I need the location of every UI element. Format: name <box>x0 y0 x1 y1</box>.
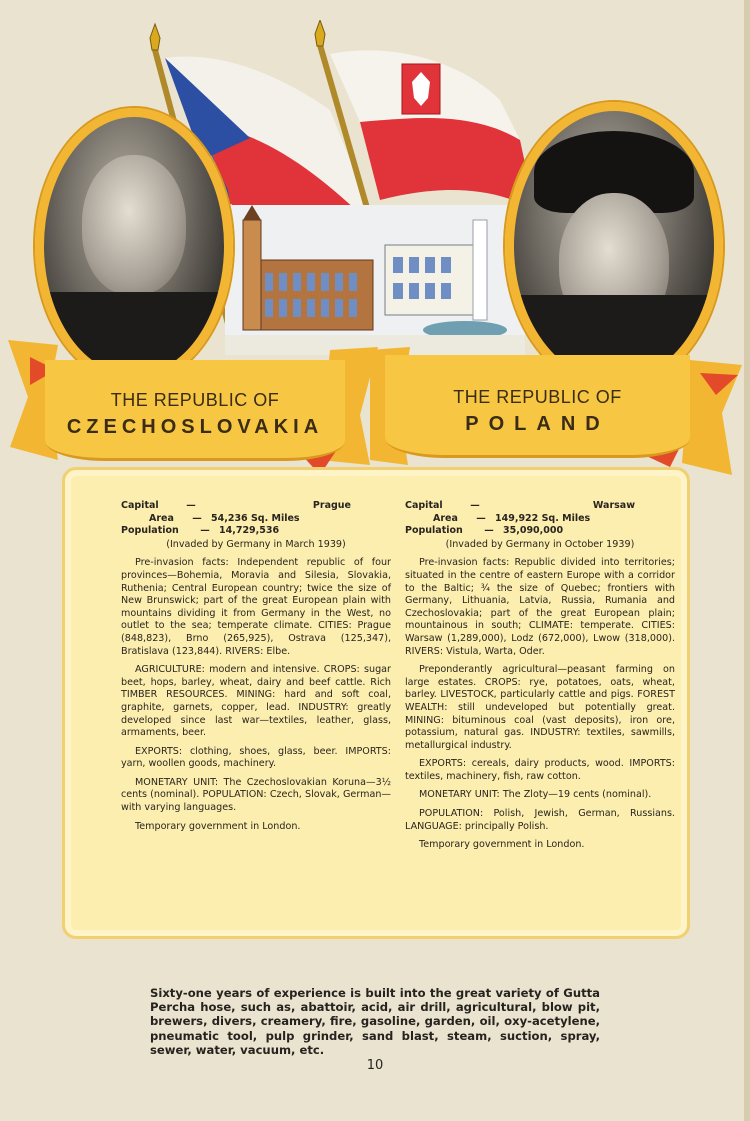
page-number: 10 <box>366 1058 384 1073</box>
population-label: Population <box>405 525 463 537</box>
footer-advertisement-text: Sixty-one years of experience is built into the great variety of Gutta Percha hose, such as, abattoir, acid, air drill, agricultural, blow pit, brewers, divers, creamery, fire, gasoline, garden, oil, oxy-acetylene, pneumatic tool, pulp grinder, sand blast, steam, suction, spray, sewer, water, vacuum, etc. <box>150 986 600 1057</box>
city-scene-illustration <box>225 205 525 355</box>
paragraph: Pre-invasion facts: Independent republic of four provinces—Bohemia, Moravia and Silesia, Slovakia, Ruthenia; Central European country; twice the size of New Brunswick; part of the great European plain with mountains dividing it from Germany in the West, no outlet to the sea; temperate climate. CITIES: Prague (848,823), Brno (265,925), Ostrava (125,347), Bratislava (123,844). RIVERS: Elbe. <box>121 557 391 657</box>
page-edge <box>744 0 750 1121</box>
capital-value: Warsaw <box>592 500 635 511</box>
area-row <box>121 513 391 526</box>
paragraph: AGRICULTURE: modern and intensive. CROPS: sugar beet, hops, barley, wheat, dairy and beef cattle. Rich TIMBER RESOURCES. MINING: hard and soft coal, graphite, garnets, copper, lead. INDUSTRY: greatly developed since last war—textiles, leather, glass, armaments, beer. <box>121 664 391 739</box>
czechoslovakia-facts <box>121 500 391 839</box>
dash: — <box>484 525 494 537</box>
area-value: 149,922 Sq. Miles <box>495 512 591 524</box>
population-row <box>121 525 391 538</box>
population-label: Population <box>121 525 179 537</box>
capital-value: Prague <box>312 500 351 511</box>
capital-label: Capital <box>405 500 443 511</box>
paragraph: Pre-invasion facts: Republic divided into territories; situated in the centre of eastern Europe with a corridor to the Baltic; ¾ the size of Quebec; frontiers with Germany, Lithuania, Latvia, Russia, Rumania and Czechoslovakia; part of the great European plain; mountainous in south; CLIMATE: temperate. CITIES: Warsaw (1,289,000), Lodz (672,000), Lwow (318,000). RIVERS: Vistula, Warta, Oder. <box>405 557 675 657</box>
population-row <box>405 525 675 538</box>
banner-left-country-name: CZECHOSLOVAKIA <box>66 416 324 438</box>
capital-row <box>121 500 391 513</box>
invasion-note: (Invaded by Germany in March 1939) <box>166 538 346 550</box>
dash: — <box>200 525 210 537</box>
area-label: Area <box>433 512 458 524</box>
area-value: 54,236 Sq. Miles <box>211 512 300 524</box>
paragraph: EXPORTS: cereals, dairy products, wood. IMPORTS: textiles, machinery, fish, raw cotton. <box>405 758 675 782</box>
paragraph: Temporary government in London. <box>419 839 585 851</box>
banner-right-country-name: POLAND <box>465 413 610 435</box>
dash: — <box>192 512 202 524</box>
paragraph: MONETARY UNIT: The Zloty—19 cents (nominal). <box>419 789 652 801</box>
area-label: Area <box>149 512 174 524</box>
paragraph: POPULATION: Polish, Jewish, German, Russians. LANGUAGE: principally Polish. <box>405 808 675 832</box>
area-row <box>405 513 675 526</box>
dash: — <box>476 512 486 524</box>
capital-row <box>405 500 675 513</box>
paragraph: MONETARY UNIT: The Czechoslovakian Koruna—3½ cents (nominal). POPULATION: Czech, Slovak, German—with varying languages. <box>121 776 391 814</box>
population-value: 14,729,536 <box>219 525 280 537</box>
info-panel <box>62 467 690 939</box>
poland-facts <box>405 500 675 858</box>
dash: — <box>470 500 480 511</box>
paragraph: Temporary government in London. <box>135 820 301 832</box>
paragraph: Preponderantly agricultural—peasant farming on large estates. CROPS: rye, potatoes, oats, wheat, barley. LIVESTOCK, particularly cattle and pigs. FOREST WEALTH: still undeveloped but potentially great. MINING: bituminous coal (vast deposits), iron ore, potassium, natural gas. INDUSTRY: textiles, sawmills, metallurgical industry. <box>405 664 675 751</box>
invasion-note: (Invaded by Germany in October 1939) <box>445 538 635 550</box>
paragraph: EXPORTS: clothing, shoes, glass, beer. IMPORTS: yarn, woollen goods, machinery. <box>121 745 391 770</box>
banner-left <box>45 360 345 461</box>
capital-label: Capital <box>121 500 159 511</box>
banner-right <box>385 355 690 458</box>
dash: — <box>186 500 196 511</box>
population-value: 35,090,000 <box>503 525 564 537</box>
banner-right-line1: THE REPUBLIC OF <box>453 387 622 407</box>
banner-left-line1: THE REPUBLIC OF <box>110 390 280 410</box>
